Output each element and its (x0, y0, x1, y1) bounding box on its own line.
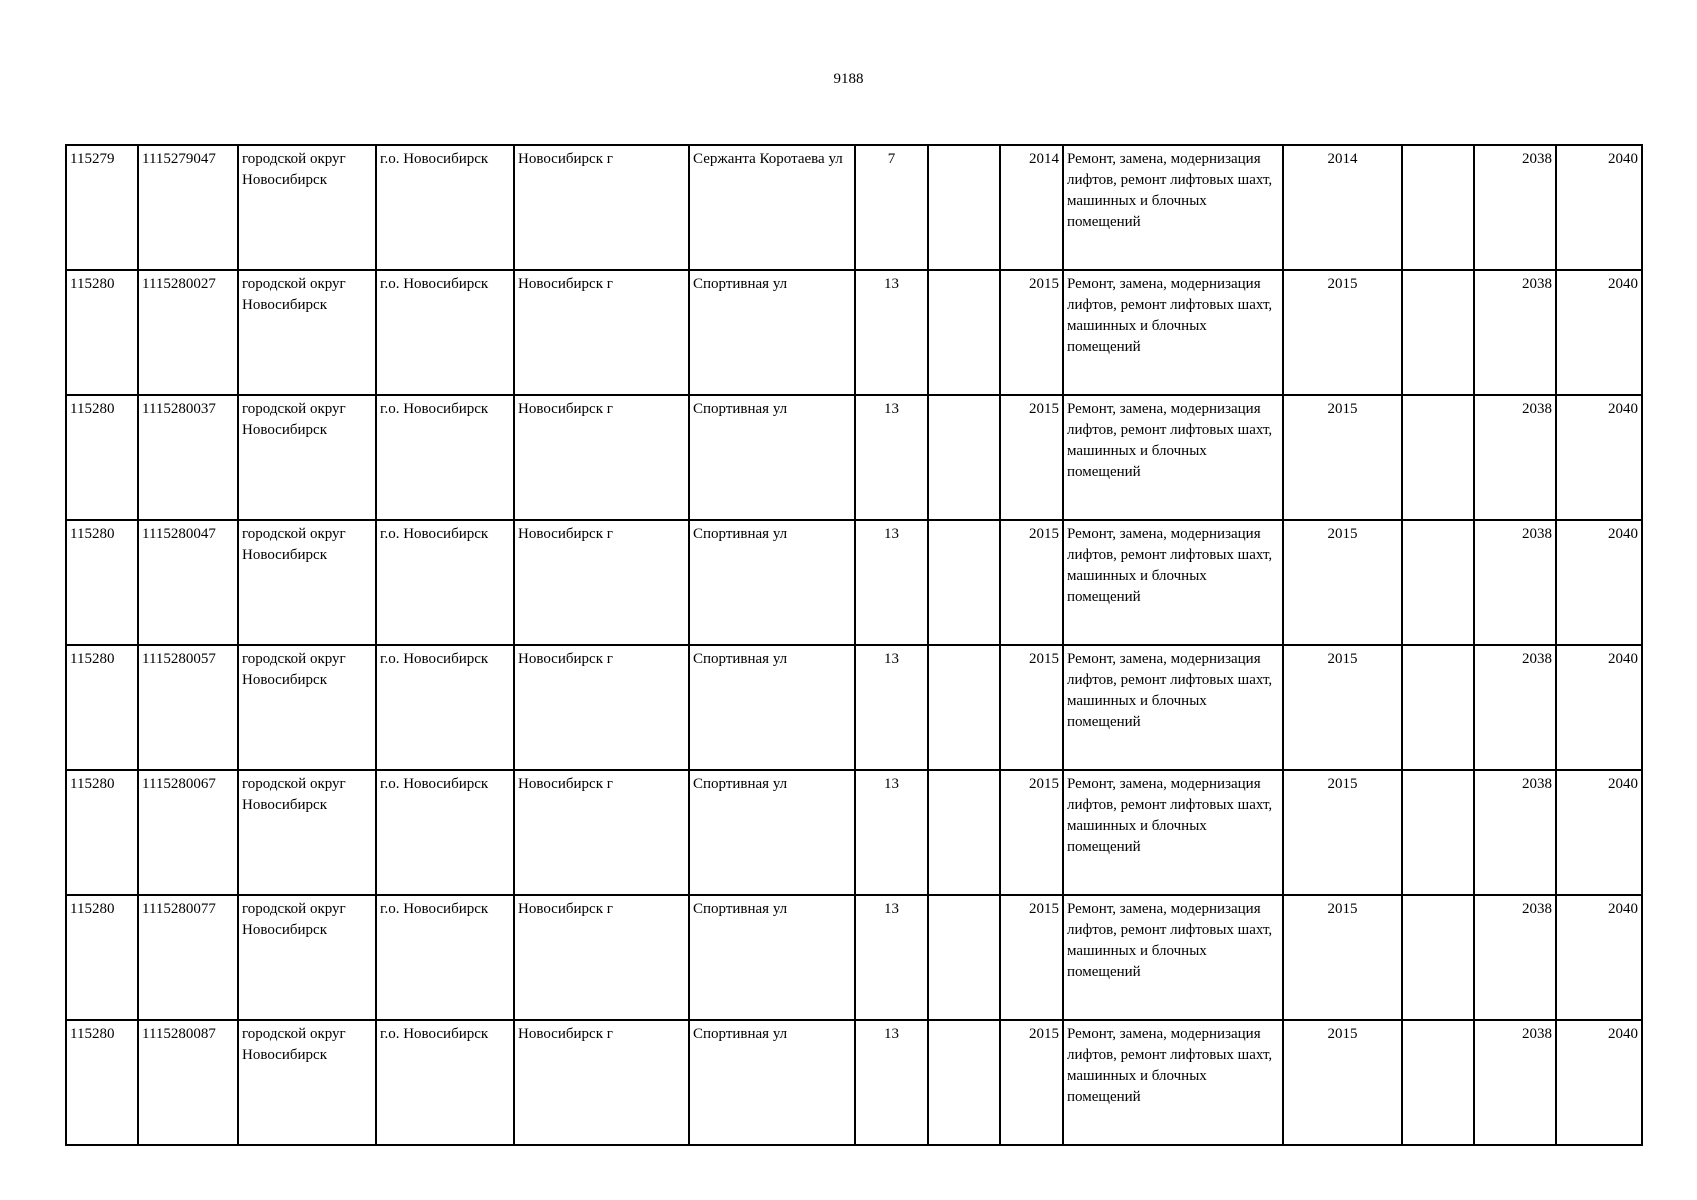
cell-work-type: Ремонт, замена, модернизация лифтов, ремонт лифтовых шахт, машинных и блочных помещений (1063, 270, 1283, 395)
cell-municipality: г.о. Новосибирск (376, 645, 514, 770)
registry-table (65, 144, 1643, 1146)
cell-city: Новосибирск г (514, 145, 689, 270)
cell-work-type: Ремонт, замена, модернизация лифтов, ремонт лифтовых шахт, машинных и блочных помещений (1063, 770, 1283, 895)
cell-city: Новосибирск г (514, 770, 689, 895)
cell-house: 13 (855, 645, 928, 770)
cell-house: 13 (855, 270, 928, 395)
cell-municipality: г.о. Новосибирск (376, 770, 514, 895)
cell-code: 1115280087 (138, 1020, 238, 1145)
cell-year-built: 2015 (1000, 270, 1063, 395)
cell-plan-end: 2040 (1556, 270, 1642, 395)
cell-building (928, 645, 1000, 770)
cell-code: 1115280057 (138, 645, 238, 770)
cell-extra (1402, 270, 1474, 395)
cell-street: Спортивная ул (689, 520, 855, 645)
cell-year-commission: 2015 (1283, 645, 1402, 770)
cell-year-commission: 2015 (1283, 270, 1402, 395)
cell-plan-end: 2040 (1556, 895, 1642, 1020)
cell-building (928, 1020, 1000, 1145)
cell-building (928, 145, 1000, 270)
cell-extra (1402, 1020, 1474, 1145)
cell-year-built: 2015 (1000, 895, 1063, 1020)
cell-year-built: 2015 (1000, 770, 1063, 895)
cell-extra (1402, 645, 1474, 770)
cell-work-type: Ремонт, замена, модернизация лифтов, ремонт лифтовых шахт, машинных и блочных помещений (1063, 145, 1283, 270)
cell-house: 13 (855, 895, 928, 1020)
cell-city: Новосибирск г (514, 520, 689, 645)
cell-district: городской округ Новосибирск (238, 645, 376, 770)
cell-code: 1115279047 (138, 145, 238, 270)
cell-id: 115279 (66, 145, 138, 270)
table-row (66, 270, 1642, 395)
cell-year-commission: 2015 (1283, 520, 1402, 645)
table-row (66, 1020, 1642, 1145)
cell-extra (1402, 145, 1474, 270)
table-row (66, 395, 1642, 520)
cell-extra (1402, 520, 1474, 645)
table-row (66, 145, 1642, 270)
cell-id: 115280 (66, 1020, 138, 1145)
cell-plan-start: 2038 (1474, 270, 1556, 395)
cell-year-commission: 2015 (1283, 895, 1402, 1020)
cell-plan-end: 2040 (1556, 770, 1642, 895)
cell-code: 1115280027 (138, 270, 238, 395)
cell-plan-start: 2038 (1474, 520, 1556, 645)
cell-municipality: г.о. Новосибирск (376, 520, 514, 645)
cell-id: 115280 (66, 770, 138, 895)
cell-city: Новосибирск г (514, 895, 689, 1020)
table-row (66, 895, 1642, 1020)
cell-district: городской округ Новосибирск (238, 270, 376, 395)
cell-code: 1115280077 (138, 895, 238, 1020)
cell-city: Новосибирск г (514, 270, 689, 395)
cell-house: 7 (855, 145, 928, 270)
cell-municipality: г.о. Новосибирск (376, 270, 514, 395)
cell-district: городской округ Новосибирск (238, 145, 376, 270)
cell-year-built: 2015 (1000, 395, 1063, 520)
cell-plan-start: 2038 (1474, 145, 1556, 270)
cell-work-type: Ремонт, замена, модернизация лифтов, ремонт лифтовых шахт, машинных и блочных помещений (1063, 645, 1283, 770)
cell-work-type: Ремонт, замена, модернизация лифтов, ремонт лифтовых шахт, машинных и блочных помещений (1063, 895, 1283, 1020)
cell-building (928, 895, 1000, 1020)
cell-street: Спортивная ул (689, 395, 855, 520)
cell-building (928, 520, 1000, 645)
cell-municipality: г.о. Новосибирск (376, 895, 514, 1020)
cell-year-commission: 2015 (1283, 395, 1402, 520)
cell-id: 115280 (66, 270, 138, 395)
cell-id: 115280 (66, 645, 138, 770)
cell-street: Спортивная ул (689, 270, 855, 395)
cell-plan-start: 2038 (1474, 770, 1556, 895)
cell-plan-start: 2038 (1474, 645, 1556, 770)
cell-year-built: 2014 (1000, 145, 1063, 270)
cell-extra (1402, 895, 1474, 1020)
cell-street: Спортивная ул (689, 895, 855, 1020)
cell-year-built: 2015 (1000, 645, 1063, 770)
cell-work-type: Ремонт, замена, модернизация лифтов, ремонт лифтовых шахт, машинных и блочных помещений (1063, 520, 1283, 645)
cell-street: Спортивная ул (689, 1020, 855, 1145)
cell-house: 13 (855, 520, 928, 645)
cell-plan-start: 2038 (1474, 1020, 1556, 1145)
cell-city: Новосибирск г (514, 1020, 689, 1145)
cell-city: Новосибирск г (514, 395, 689, 520)
cell-building (928, 395, 1000, 520)
cell-year-commission: 2014 (1283, 145, 1402, 270)
cell-street: Спортивная ул (689, 770, 855, 895)
cell-plan-end: 2040 (1556, 645, 1642, 770)
cell-plan-start: 2038 (1474, 395, 1556, 520)
cell-house: 13 (855, 1020, 928, 1145)
cell-plan-start: 2038 (1474, 895, 1556, 1020)
cell-id: 115280 (66, 395, 138, 520)
cell-district: городской округ Новосибирск (238, 1020, 376, 1145)
cell-year-built: 2015 (1000, 1020, 1063, 1145)
cell-id: 115280 (66, 895, 138, 1020)
cell-street: Спортивная ул (689, 645, 855, 770)
cell-building (928, 270, 1000, 395)
table-row (66, 770, 1642, 895)
cell-district: городской округ Новосибирск (238, 520, 376, 645)
cell-plan-end: 2040 (1556, 145, 1642, 270)
cell-id: 115280 (66, 520, 138, 645)
table-row (66, 645, 1642, 770)
cell-municipality: г.о. Новосибирск (376, 395, 514, 520)
cell-building (928, 770, 1000, 895)
page-number: 9188 (833, 71, 864, 87)
cell-code: 1115280047 (138, 520, 238, 645)
table-row (66, 520, 1642, 645)
cell-municipality: г.о. Новосибирск (376, 1020, 514, 1145)
registry-table-body (66, 145, 1642, 1145)
cell-year-built: 2015 (1000, 520, 1063, 645)
cell-city: Новосибирск г (514, 645, 689, 770)
cell-year-commission: 2015 (1283, 770, 1402, 895)
cell-district: городской округ Новосибирск (238, 895, 376, 1020)
cell-extra (1402, 395, 1474, 520)
cell-year-commission: 2015 (1283, 1020, 1402, 1145)
cell-street: Сержанта Коротаева ул (689, 145, 855, 270)
cell-municipality: г.о. Новосибирск (376, 145, 514, 270)
cell-district: городской округ Новосибирск (238, 770, 376, 895)
cell-house: 13 (855, 395, 928, 520)
cell-house: 13 (855, 770, 928, 895)
cell-work-type: Ремонт, замена, модернизация лифтов, ремонт лифтовых шахт, машинных и блочных помещений (1063, 395, 1283, 520)
cell-district: городской округ Новосибирск (238, 395, 376, 520)
cell-work-type: Ремонт, замена, модернизация лифтов, ремонт лифтовых шахт, машинных и блочных помещений (1063, 1020, 1283, 1145)
cell-code: 1115280067 (138, 770, 238, 895)
cell-plan-end: 2040 (1556, 1020, 1642, 1145)
cell-code: 1115280037 (138, 395, 238, 520)
cell-plan-end: 2040 (1556, 520, 1642, 645)
cell-extra (1402, 770, 1474, 895)
cell-plan-end: 2040 (1556, 395, 1642, 520)
